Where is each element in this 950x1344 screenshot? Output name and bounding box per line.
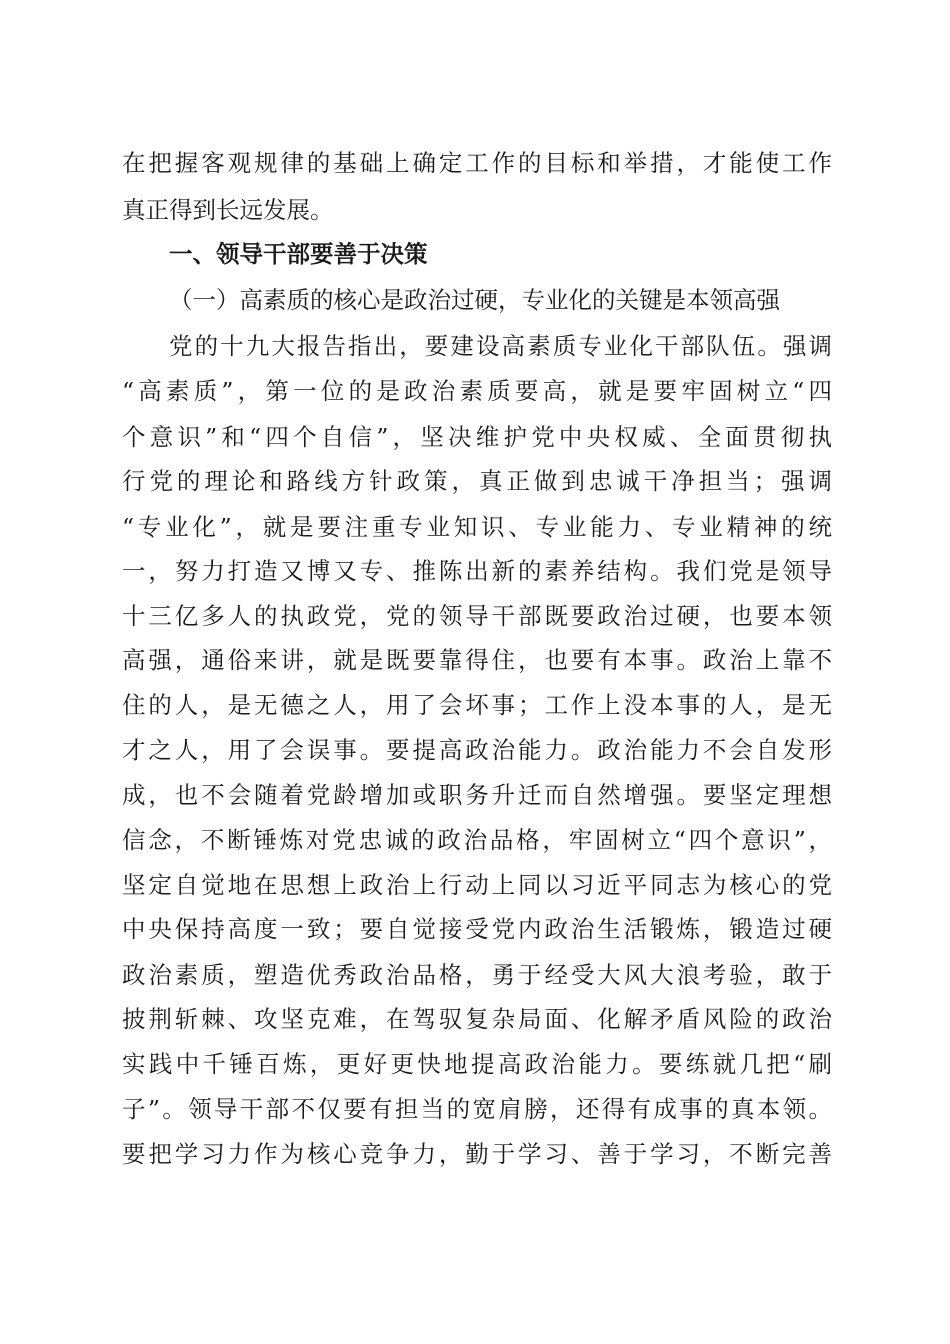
body-line-14: 中央保持高度一致；要自觉接受党内政治生活锻炼，锻造过硬 — [122, 915, 832, 943]
body-line-10: 才之人，用了会误事。要提高政治能力。政治能力不会自发形 — [122, 736, 832, 764]
body-line-17: 实践中千锤百炼，更好更快地提高政治能力。要练就几把“刷 — [122, 1050, 832, 1078]
body-line-19: 要把学习力作为核心竞争力，勤于学习、善于学习，不断完善 — [122, 1140, 832, 1168]
body-line-8: 高强，通俗来讲，就是既要靠得住，也要有本事。政治上靠不 — [122, 646, 832, 674]
body-line-2: “高素质”，第一位的是政治素质要高，就是要牢固树立“四 — [122, 377, 832, 405]
body-line-13: 坚定自觉地在思想上政治上行动上同以习近平同志为核心的党 — [122, 871, 832, 899]
subsection-heading: （一）高素质的核心是政治过硬，专业化的关键是本领高强 — [169, 286, 780, 314]
body-line-11: 成，也不会随着党龄增加或职务升迁而自然增强。要坚定理想 — [122, 781, 832, 809]
body-line-7: 十三亿多人的执政党，党的领导干部既要政治过硬，也要本领 — [122, 602, 832, 630]
intro-line-2: 真正得到长远发展。 — [122, 196, 334, 224]
body-line-1: 党的十九大报告指出，要建设高素质专业化干部队伍。强调 — [169, 332, 832, 360]
body-line-4: 行党的理论和路线方针政策，真正做到忠诚干净担当；强调 — [122, 467, 832, 495]
intro-line-1: 在把握客观规律的基础上确定工作的目标和举措，才能使工作 — [122, 149, 832, 177]
body-line-3: 个意识”和“四个自信”，坚决维护党中央权威、全面贯彻执 — [122, 423, 832, 451]
body-line-18: 子”。领导干部不仅要有担当的宽肩膀，还得有成事的真本领。 — [122, 1095, 832, 1123]
body-line-5: “专业化”，就是要注重专业知识、专业能力、专业精神的统 — [122, 513, 832, 541]
body-line-6: 一，努力打造又博又专、推陈出新的素养结构。我们党是领导 — [122, 557, 832, 585]
body-line-16: 披荆斩棘、攻坚克难，在驾驭复杂局面、化解矛盾风险的政治 — [122, 1005, 832, 1033]
body-line-9: 住的人，是无德之人，用了会坏事；工作上没本事的人，是无 — [122, 691, 832, 719]
section-heading: 一、领导干部要善于决策 — [169, 240, 428, 268]
body-line-12: 信念，不断锤炼对党忠诚的政治品格，牢固树立“四个意识”， — [122, 826, 832, 854]
body-line-15: 政治素质，塑造优秀政治品格，勇于经受大风大浪考验，敢于 — [122, 961, 832, 989]
